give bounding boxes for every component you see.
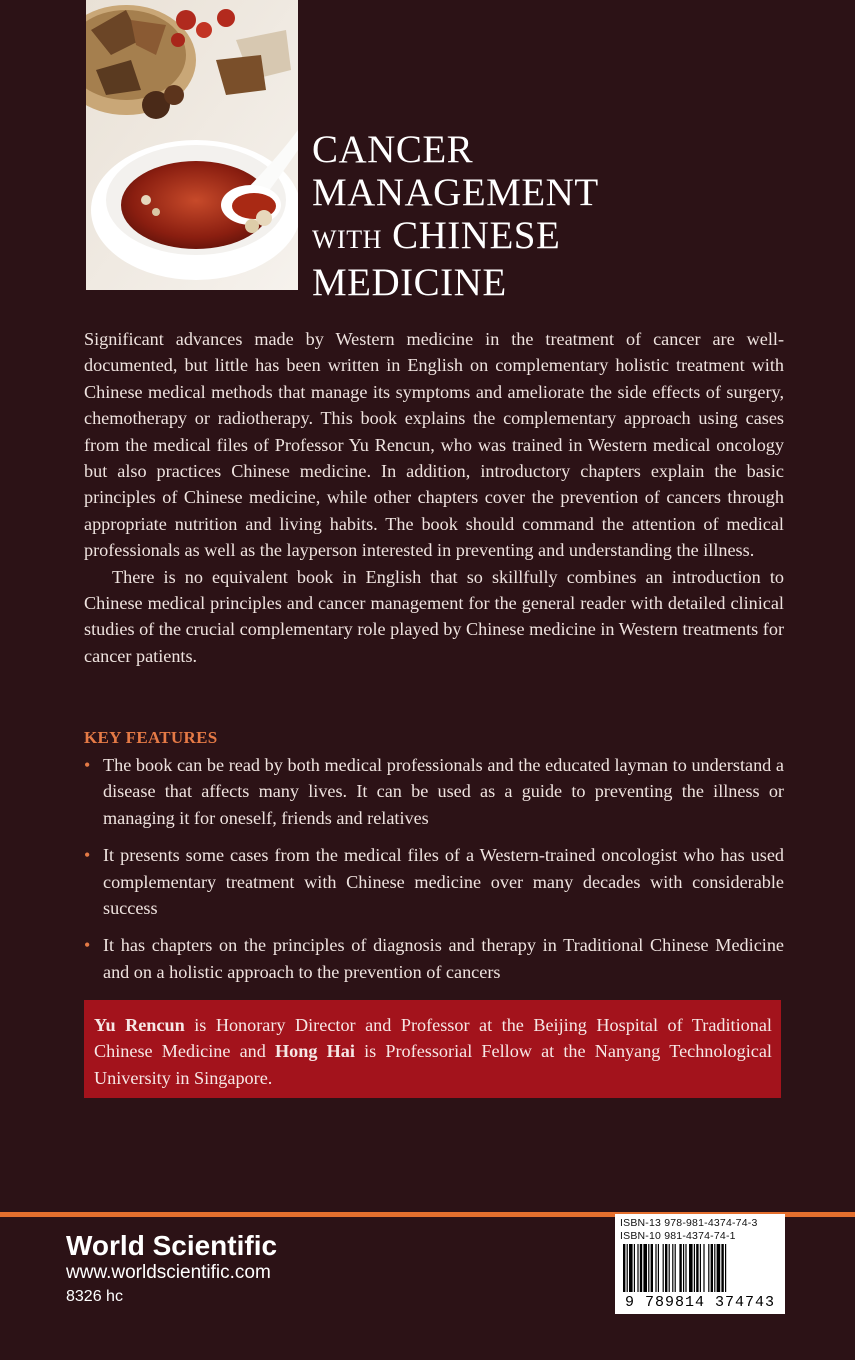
barcode-bar bbox=[623, 1244, 625, 1292]
barcode-bar bbox=[640, 1244, 642, 1292]
title-line-4: MEDICINE bbox=[312, 261, 507, 304]
barcode-bar bbox=[627, 1244, 628, 1292]
barcode-bar bbox=[675, 1244, 676, 1292]
barcode-bar bbox=[703, 1244, 704, 1292]
key-feature-text: It presents some cases from the medical files of a Western-trained oncologist who has used complementary treatment with Chinese medicine over many decades with considerable success bbox=[103, 845, 784, 919]
bullet-icon: • bbox=[84, 845, 91, 866]
barcode-bar bbox=[679, 1244, 681, 1292]
key-feature-text: The book can be read by both medical professionals and the educated layman to understand a disease that affects many lives. It can be used as a guide to preventing the illness or managing it for oneself, friends and relatives bbox=[103, 755, 784, 828]
barcode-bar bbox=[651, 1244, 653, 1292]
barcode-bar bbox=[689, 1244, 693, 1292]
barcode-number: 9 789814 374743 bbox=[624, 1294, 776, 1311]
publisher-url[interactable]: www.worldscientific.com bbox=[66, 1262, 271, 1283]
author-box bbox=[84, 1000, 781, 1098]
author-2-bio: is Professorial Fellow at the Nanyang Technological University in Singapore. bbox=[94, 1041, 772, 1088]
publisher-name: World Scientific bbox=[66, 1230, 278, 1261]
barcode-bar bbox=[700, 1244, 701, 1292]
herbal-soup-image bbox=[86, 0, 298, 290]
bullet-icon: • bbox=[84, 755, 91, 775]
author-2-name: Hong Hai bbox=[275, 1041, 355, 1062]
cover-photo bbox=[86, 0, 298, 290]
title-line-3 bbox=[312, 214, 832, 261]
barcode-bar bbox=[648, 1244, 649, 1292]
barcode-bar bbox=[708, 1244, 709, 1292]
barcode-bar bbox=[637, 1244, 638, 1292]
title-line-1: CANCER bbox=[312, 128, 474, 171]
isbn-10: ISBN-10 981-4374-74-1 bbox=[620, 1230, 736, 1242]
barcode-bar bbox=[655, 1244, 656, 1292]
author-bio bbox=[94, 1012, 772, 1091]
barcode-bar bbox=[669, 1244, 670, 1292]
barcode-bar bbox=[658, 1244, 659, 1292]
key-feature-item bbox=[84, 752, 784, 831]
book-title bbox=[312, 128, 832, 304]
barcode-bar bbox=[683, 1244, 684, 1292]
description-paragraph-2: There is no equivalent book in English that so skillfully combines an introduction to Chinese medical principles and cancer management for the general reader with detailed clinical studies of the crucial complementary role played by Chinese medicine in Western treatments for cancer patients. bbox=[84, 566, 784, 666]
barcode-bar bbox=[717, 1244, 721, 1292]
key-feature-text: It has chapters on the principles of diagnosis and therapy in Traditional Chinese Medicine and on a holistic approach to the prevention of cancers bbox=[103, 935, 784, 982]
barcode-bar bbox=[672, 1244, 673, 1292]
book-description bbox=[84, 326, 784, 669]
title-with: WITH bbox=[312, 225, 382, 254]
barcode-bar bbox=[721, 1244, 723, 1292]
author-1-name: Yu Rencun bbox=[94, 1015, 185, 1035]
title-line-2: MANAGEMENT bbox=[312, 171, 599, 214]
barcode-bar bbox=[643, 1244, 647, 1292]
barcode-bar bbox=[725, 1244, 726, 1292]
barcode-panel bbox=[615, 1214, 785, 1314]
barcode-bar bbox=[663, 1244, 664, 1292]
barcode-bar bbox=[665, 1244, 667, 1292]
barcode-bar bbox=[685, 1244, 686, 1292]
key-feature-item bbox=[84, 932, 784, 985]
barcode-bar bbox=[634, 1244, 635, 1292]
barcode-bar bbox=[714, 1244, 715, 1292]
key-features-heading: KEY FEATURES bbox=[84, 728, 218, 747]
barcode-bar bbox=[694, 1244, 695, 1292]
barcode-bars bbox=[621, 1244, 779, 1294]
title-chinese: CHINESE bbox=[392, 214, 561, 257]
barcode-bar bbox=[711, 1244, 713, 1292]
isbn-13: ISBN-13 978-981-4374-74-3 bbox=[620, 1217, 758, 1229]
description-paragraph-1: Significant advances made by Western medicine in the treatment of cancer are well-documented, but little has been written in English on complementary holistic treatment with Chinese medical methods that manage its symptoms and ameliorate the side effects of surgery, chemotherapy or radiotherapy. This book explains the complementary approach using cases from the medical files of Professor Yu Rencun, who was trained in Western medical oncology but also practices Chinese medicine. In addition, introductory chapters explain the basic principles of Chinese medicine, while other chapters cover the prevention of cancers through appropriate nutrition and living habits. The book should command the attention of medical professionals as well as the layperson interested in preventing and understanding the illness. bbox=[84, 329, 784, 561]
key-features-list bbox=[84, 752, 784, 996]
barcode-bar bbox=[629, 1244, 633, 1292]
bullet-icon: • bbox=[84, 935, 91, 956]
author-1-bio: is Honorary Director and Professor at the Beijing Hospital of Traditional Chinese Medicine and bbox=[94, 1015, 772, 1062]
key-feature-item bbox=[84, 842, 784, 921]
barcode-bar bbox=[696, 1244, 698, 1292]
publisher-code: 8326 hc bbox=[66, 1288, 123, 1305]
